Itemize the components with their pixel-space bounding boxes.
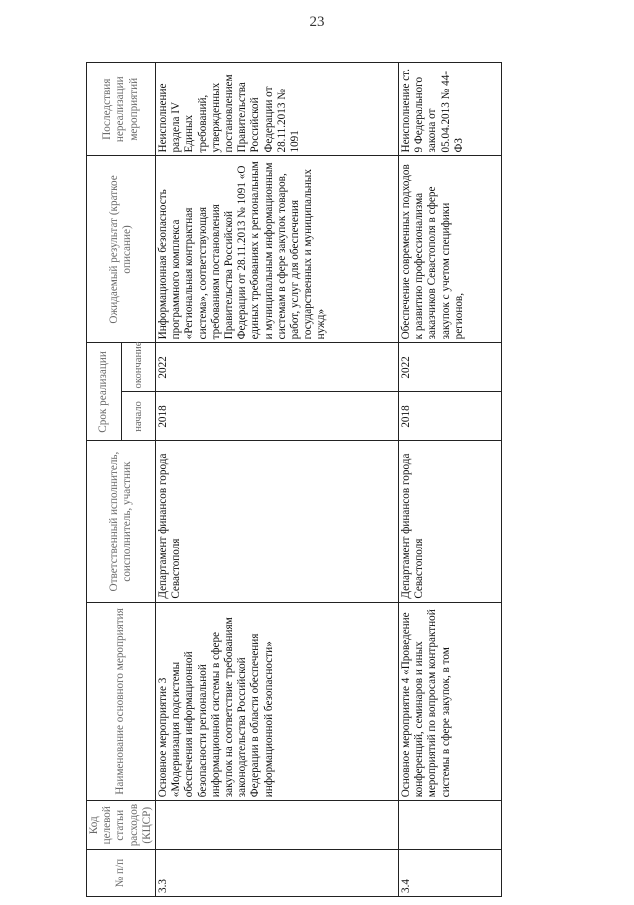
cell-result: Обеспечение современных подходов к развитию профессионализма заказчиков Севастополя в сфере закупок с учетом специфики регионов, [399,156,502,343]
cell-end: 2022 [399,343,502,392]
header-code: Код целевой статьи расходов (КЦСР) [87,801,156,850]
cell-executor: Департамент финансов города Севастополя [156,441,399,602]
header-result: Ожидаемый результат (краткое описание) [87,156,156,343]
cell-start: 2018 [399,392,502,441]
table-row [399,63,502,897]
header-start: начало [121,392,156,441]
cell-result: Информационная безопасность программного комплекса «Региональная контрактная система», соответствующая требованиям постановления Правительства Российской Федерации от 28.11.2013 № 1091 «О единых требованиях к региональным и муниципальным информационным системам в сфере закупок товаров, работ, услуг для обеспечения государственных и муниципальных нужд» [156,156,399,343]
cell-start: 2018 [156,392,399,441]
activities-table [86,62,502,897]
page-number: 23 [309,14,325,30]
header-num: № п/п [87,850,156,897]
rotated-table-container [86,62,579,897]
cell-consequences: Неисполнение ст. 9 Федерального закона от 05.04.2013 № 44-ФЗ [399,63,502,157]
cell-end: 2022 [156,343,399,392]
header-name: Наименование основного мероприятия [87,602,156,801]
cell-code [399,801,502,850]
cell-name: Основное мероприятие 3 «Модернизация подсистемы обеспечения информационной безопасности региональной информационной системы в сфере закупок на соответствие требованиям законодательства Российской Федерации в области обеспечения информационной безопасности» [156,602,399,801]
cell-num: 3.3 [156,850,399,897]
cell-consequences: Неисполнение раздела IV Единых требований, утвержденных постановлением Правительства Российской Федерации от 28.11.2013 № 1091 [156,63,399,157]
header-period: Срок реализации [87,343,122,441]
header-consequences: Последствия нереализации мероприятий [87,63,156,157]
cell-name: Основное мероприятие 4 «Проведение конференций, семинаров и иных мероприятий по вопросам контрактной системы в сфере закупок, в том [399,602,502,801]
cell-executor: Департамент финансов города Севастополя [399,441,502,602]
table-row [156,63,399,897]
header-executor: Ответственный исполнитель, соисполнитель, участник [87,441,156,602]
header-end: окончание [121,343,156,392]
cell-num: 3.4 [399,850,502,897]
cell-code [156,801,399,850]
